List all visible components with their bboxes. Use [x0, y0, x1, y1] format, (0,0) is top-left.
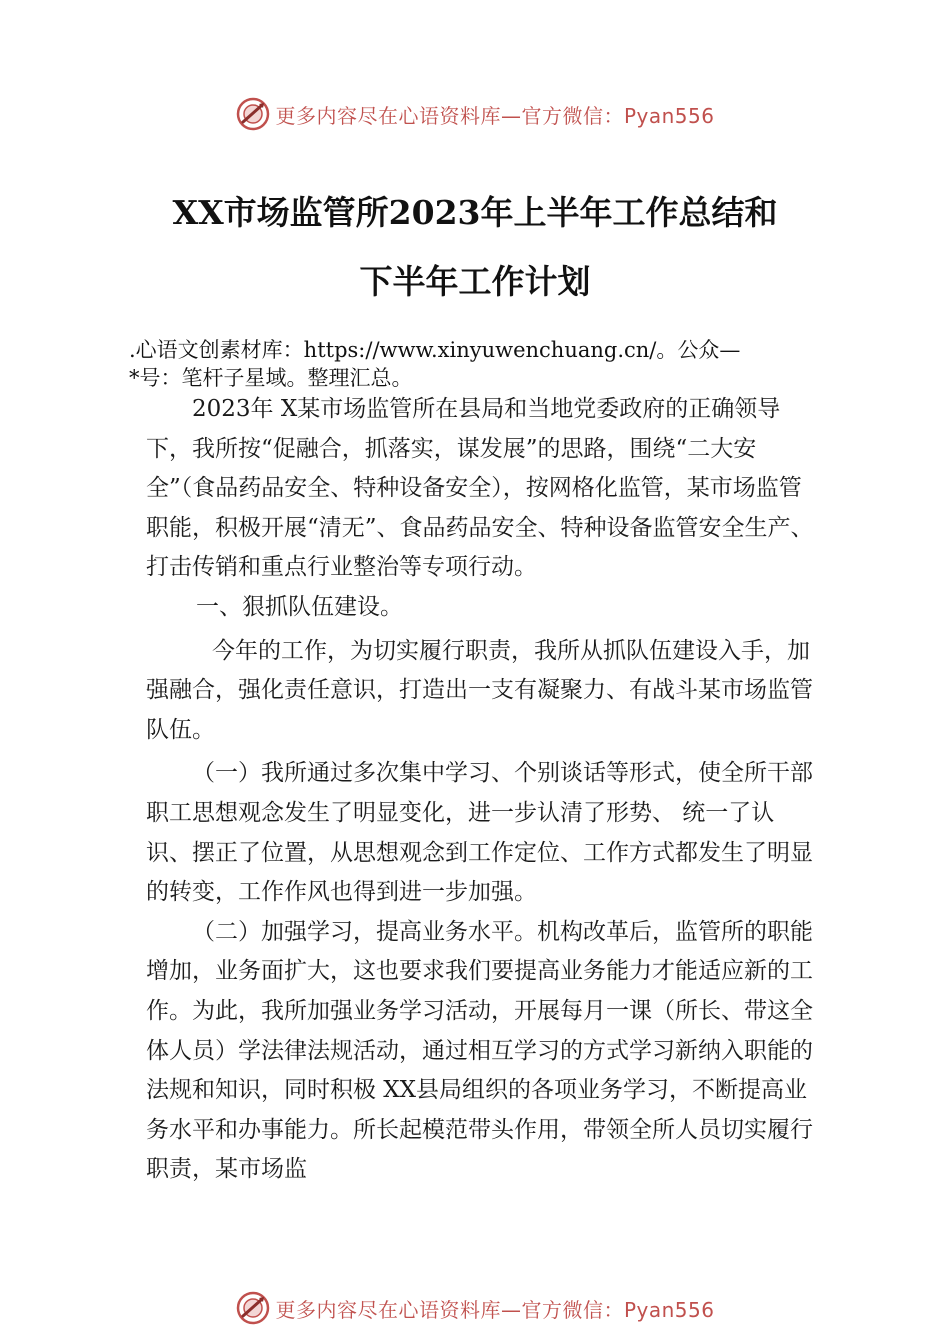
document-title-line2: 下半年工作计划	[359, 262, 591, 301]
watermark-text: 更多内容尽在心语资料库—官方微信：Pyan556	[275, 1297, 715, 1322]
seal-logo-icon	[235, 1290, 271, 1326]
document-title-line1: XX市场监管所2023年上半年工作总结和	[172, 193, 778, 232]
document-body	[146, 390, 818, 1190]
source-note-line2: *号：笔杆子星域。整理汇总。	[129, 366, 413, 390]
paragraph-item-2: （二）加强学习，提高业务水平。机构改革后，监管所的职能增加，业务面扩大，这也要求我们要提高业务能力才能适应新的工作。为此，我所加强业务学习活动，开展每月一课（所长、带这全体人员）学法律法规活动，通过相互学习的方式学习新纳入职能的法规和知识，同时积极 XX县局组织的各项业务学习，不断提高业务水平和办事能力。所长起模范带头作用，带领全所人员切实履行职责，某市场监	[146, 918, 813, 1183]
section-heading: 一、狠抓队伍建设。	[196, 593, 403, 620]
source-note	[129, 336, 849, 392]
paragraph-intro: 2023年 X某市场监管所在县局和当地党委政府的正确领导下，我所按“促融合，抓落实，谋发展”的思路，围绕“二大安全”（食品药品安全、特种设备安全），按网格化监管，某市场监管职能，积极开展“清无”、食品药品安全、特种设备监管安全生产、打击传销和重点行业整治等专项行动。	[146, 396, 814, 581]
source-note-line1: .心语文创素材库：https://www.xinyuwenchuang.cn/。公众—	[129, 338, 741, 362]
watermark-text: 更多内容尽在心语资料库—官方微信：Pyan556	[275, 103, 715, 128]
watermark-banner-bottom	[0, 1288, 950, 1328]
paragraph-team-building: 今年的工作，为切实履行职责，我所从抓队伍建设入手，加强融合，强化责任意识，打造出一支有凝聚力、有战斗某市场监管队伍。	[146, 637, 813, 743]
seal-logo-icon	[235, 96, 271, 132]
paragraph-item-1: （一）我所通过多次集中学习、个别谈话等形式，使全所干部职工思想观念发生了明显变化，进一步认清了形势、 统一了认识、摆正了位置，从思想观念到工作定位、工作方式都发生了明显的转变，工作作风也得到进一步加强。	[146, 760, 813, 906]
watermark-banner-top	[0, 94, 950, 134]
